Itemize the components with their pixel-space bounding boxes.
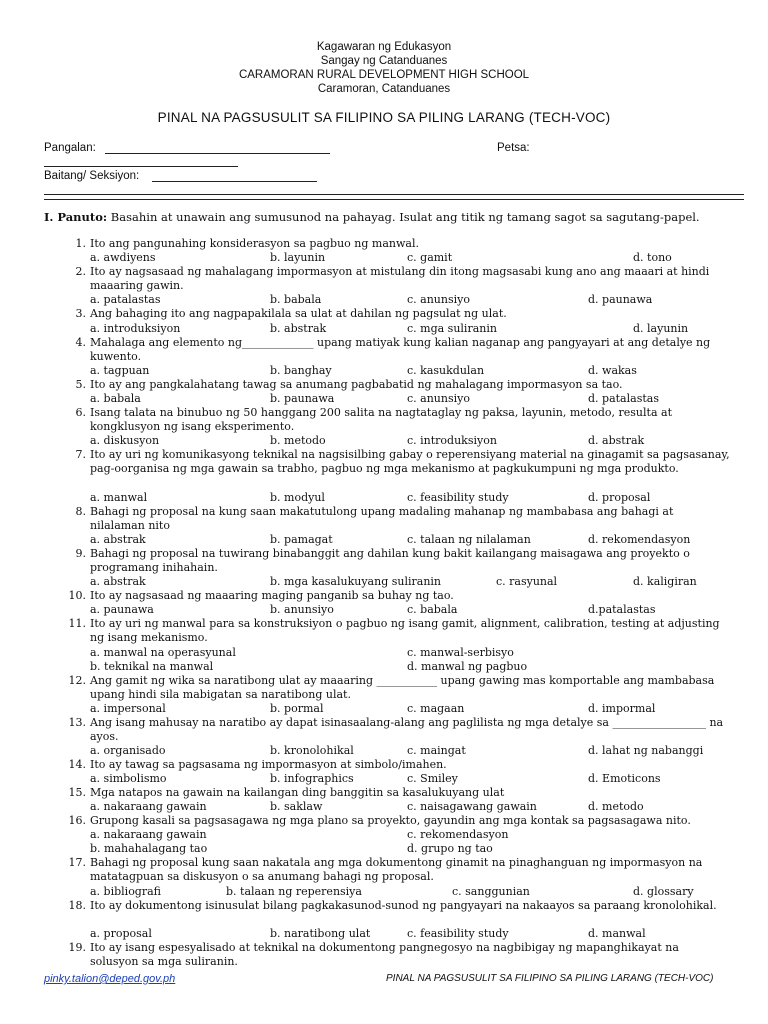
answer-choice: d. kaligiran: [633, 575, 697, 588]
answer-choice: a. nakaraang gawain: [90, 800, 207, 813]
answer-choice: c. manwal-serbisyo: [407, 646, 514, 659]
answer-choice: b. teknikal na manwal: [90, 660, 214, 673]
answer-choice: c. anunsiyo: [407, 392, 470, 405]
question-number: 14.: [68, 758, 86, 771]
question-number: 13.: [68, 716, 86, 729]
question-text: Ito ay dokumentong isinusulat bilang pagkakasunod-sunod ng pangyayari na nakaayos sa paraang kronolohikal.: [90, 899, 717, 912]
answer-choice: c. sanggunian: [452, 885, 530, 898]
question-number: 2.: [75, 265, 86, 278]
question-text: Ito ay isang espesyalisado at teknikal na dokumentong pangnegosyo na nagbibigay ng mapanghikayat na solusyon sa mga suliranin.: [90, 941, 679, 968]
answer-choice: d.patalastas: [588, 603, 656, 616]
answer-choice: c. anunsiyo: [407, 293, 470, 306]
answer-choice: c. Smiley: [407, 772, 458, 785]
header-division: Sangay ng Catanduanes: [320, 55, 448, 67]
divider-1: [44, 194, 744, 195]
instructions: [44, 210, 700, 224]
footer-email[interactable]: pinky.talion@deped.gov.ph: [44, 973, 176, 985]
question-number: 3.: [75, 307, 86, 320]
answer-choice: d. proposal: [588, 491, 651, 504]
question-number: 10.: [68, 589, 86, 602]
answer-choice: c. mga suliranin: [407, 322, 497, 335]
question-text: Ang gamit ng wika sa naratibong ulat ay maaaring ___________ upang gawing mas komportable ang mambabasa upang hindi sila mabigatan sa naratibong ulat.: [90, 674, 715, 701]
answer-choice: a. bibliografi: [90, 885, 162, 898]
answer-choice: c. feasibility study: [407, 491, 509, 504]
answer-choice: b. pamagat: [270, 533, 333, 546]
answer-choice: b. naratibong ulat: [270, 927, 371, 940]
answer-choice: b. saklaw: [270, 800, 323, 813]
answer-choice: c. maingat: [407, 744, 466, 757]
header-school: CARAMORAN RURAL DEVELOPMENT HIGH SCHOOL: [238, 69, 530, 81]
answer-choice: d. manwal ng pagbuo: [407, 660, 528, 673]
answer-choice: d. Emoticons: [588, 772, 661, 785]
answer-choice: c. rekomendasyon: [407, 828, 509, 841]
question-number: 11.: [68, 617, 86, 630]
question-text: Ito ay ang pangkalahatang tawag sa anumang pagbabatid ng mahalagang impormasyon sa tao.: [90, 378, 623, 391]
question-number: 18.: [68, 899, 86, 912]
answer-choice: b. paunawa: [270, 392, 335, 405]
question-number: 12.: [68, 674, 86, 687]
question-text: Ito ang pangunahing konsiderasyon sa pagbuo ng manwal.: [90, 237, 419, 250]
answer-choice: b. modyul: [270, 491, 325, 504]
question-number: 4.: [75, 336, 86, 349]
name-label: Pangalan:: [44, 142, 96, 154]
question-text: Ito ay uri ng komunikasyong teknikal na nagsisilbing gabay o reperensiyang material na ginagamit sa pagsasanay, pag-oorganisa ng mga gawain sa trabho, pagbuo ng mga mekanismo at pagkukumpuni ng mga produkto.: [90, 448, 730, 475]
name-field-line[interactable]: [105, 153, 330, 154]
answer-choice: d. abstrak: [588, 434, 645, 447]
section-field-line[interactable]: [152, 181, 317, 182]
answer-choice: a. simbolismo: [90, 772, 167, 785]
section-label: Baitang/ Seksiyon:: [44, 170, 140, 182]
answer-choice: a. manwal: [90, 491, 148, 504]
question-text: Ito ay tawag sa pagsasama ng impormasyon at simbolo/imahen.: [90, 758, 447, 771]
answer-choice: b. mga kasalukuyang suliranin: [270, 575, 442, 588]
answer-choice: c. feasibility study: [407, 927, 509, 940]
answer-choice: a. abstrak: [90, 533, 146, 546]
answer-choice: b. abstrak: [270, 322, 327, 335]
answer-choice: a. babala: [90, 392, 141, 405]
answer-choice: d. layunin: [633, 322, 689, 335]
answer-choice: b. mahahalagang tao: [90, 842, 208, 855]
question-number: 7.: [75, 448, 86, 461]
answer-choice: d. paunawa: [588, 293, 653, 306]
question-number: 6.: [75, 406, 86, 419]
answer-choice: d. metodo: [588, 800, 644, 813]
answer-choice: b. anunsiyo: [270, 603, 334, 616]
answer-choice: a. tagpuan: [90, 364, 150, 377]
question-text: Bahagi ng proposal na tuwirang binabanggit ang dahilan kung bakit kailangang maisagawa ang proyekto o programang inihahain.: [90, 547, 690, 574]
answer-choice: b. layunin: [270, 251, 326, 264]
answer-choice: a. diskusyon: [90, 434, 160, 447]
answer-choice: a. abstrak: [90, 575, 146, 588]
answer-choice: b. babala: [270, 293, 322, 306]
answer-choice: c. introduksiyon: [407, 434, 497, 447]
divider-2: [44, 199, 744, 200]
question-text: Mga natapos na gawain na kailangan ding banggitin sa kasalukuyang ulat: [90, 786, 505, 799]
question-text: Isang talata na binubuo ng 50 hanggang 200 salita na nagtataglay ng paksa, layunin, metodo, resulta at kongklusyon ng isang eksperimento.: [90, 406, 672, 433]
answer-choice: b. talaan ng reperensiya: [226, 885, 362, 898]
answer-choice: b. banghay: [270, 364, 332, 377]
name-field-line-2: [44, 166, 238, 167]
question-text: Mahalaga ang elemento ng_____________ upang matiyak kung kalian naganap ang pangyayari at ang detalye ng kuwento.: [90, 336, 711, 363]
question-text: Grupong kasali sa pagsasagawa ng mga plano sa proyekto, gayundin ang mga kontak sa pagsasagawa nito.: [90, 814, 691, 827]
instructions-prefix: I. Panuto:: [44, 210, 108, 224]
date-label: Petsa:: [497, 142, 530, 154]
question-number: 16.: [68, 814, 86, 827]
answer-choice: d. wakas: [588, 364, 637, 377]
exam-title: PINAL NA PAGSUSULIT SA FILIPINO SA PILING LARANG (TECH-VOC): [157, 110, 611, 125]
question-text: Ito ay nagsasaad ng maaaring maging panganib sa buhay ng tao.: [90, 589, 454, 602]
answer-choice: d. patalastas: [588, 392, 659, 405]
question-text: Ang bahaging ito ang nagpapakilala sa ulat at dahilan ng pagsulat ng ulat.: [90, 307, 507, 320]
answer-choice: a. patalastas: [90, 293, 161, 306]
answer-choice: c. rasyunal: [496, 575, 558, 588]
answer-choice: a. paunawa: [90, 603, 154, 616]
answer-choice: c. kasukdulan: [407, 364, 485, 377]
question-number: 5.: [75, 378, 86, 391]
answer-choice: c. naisagawang gawain: [407, 800, 537, 813]
question-number: 8.: [75, 505, 86, 518]
answer-choice: d. glossary: [633, 885, 694, 898]
question-text: Bahagi ng proposal kung saan nakatala ang mga dokumentong ginamit na pinaghanguan ng impormasyon na matatagpuan sa diskusyon o sa anumang bahagi ng proposal.: [90, 856, 703, 883]
answer-choice: c. talaan ng nilalaman: [407, 533, 531, 546]
footer-title: PINAL NA PAGSUSULIT SA FILIPINO SA PILING LARANG (TECH-VOC): [386, 973, 714, 984]
answer-choice: a. proposal: [90, 927, 152, 940]
answer-choice: d. lahat ng nabanggi: [588, 744, 704, 757]
instructions-text: Basahin at unawain ang sumusunod na pahayag. Isulat ang titik ng tamang sagot sa sagutang-papel.: [107, 210, 700, 224]
question-text: Bahagi ng proposal na kung saan makatutulong upang madaling mahanap ng mambabasa ang bahagi at nilalaman nito: [90, 505, 674, 532]
question-number: 9.: [75, 547, 86, 560]
answer-choice: a. organisado: [90, 744, 166, 757]
question-text: Ito ay nagsasaad ng mahalagang impormasyon at mistulang din itong magsasabi kung ano ang maaari at hindi maaaring gawin.: [90, 265, 710, 292]
answer-choice: a. impersonal: [90, 702, 166, 715]
answer-choice: a. nakaraang gawain: [90, 828, 207, 841]
question-text: Ito ay uri ng manwal para sa konstruksiyon o pagbuo ng isang gamit, alignment, calibration, testing at adjusting ng isang mekanismo.: [90, 617, 720, 644]
question-number: 17.: [68, 856, 86, 869]
answer-choice: c. babala: [407, 603, 458, 616]
answer-choice: b. pormal: [270, 702, 324, 715]
header-agency: Kagawaran ng Edukasyon: [316, 41, 452, 53]
question-text: Ang isang mahusay na naratibo ay dapat isinasaalang-alang ang paglilista ng mga detalye sa _________________ na ayos.: [90, 716, 724, 743]
answer-choice: c. gamit: [407, 251, 453, 264]
answer-choice: b. infographics: [270, 772, 354, 785]
answer-choice: a. awdiyens: [90, 251, 156, 264]
question-number: 19.: [68, 941, 86, 954]
answer-choice: d. tono: [633, 251, 672, 264]
answer-choice: d. impormal: [588, 702, 656, 715]
question-number: 1.: [75, 237, 86, 250]
answer-choice: b. metodo: [270, 434, 326, 447]
question-number: 15.: [68, 786, 86, 799]
answer-choice: d. grupo ng tao: [407, 842, 493, 855]
answer-choice: a. introduksiyon: [90, 322, 181, 335]
answer-choice: d. manwal: [588, 927, 646, 940]
answer-choice: a. manwal na operasyunal: [90, 646, 236, 659]
header-location: Caramoran, Catanduanes: [317, 83, 451, 95]
answer-choice: b. kronolohikal: [270, 744, 354, 757]
answer-choice: d. rekomendasyon: [588, 533, 691, 546]
answer-choice: c. magaan: [407, 702, 465, 715]
